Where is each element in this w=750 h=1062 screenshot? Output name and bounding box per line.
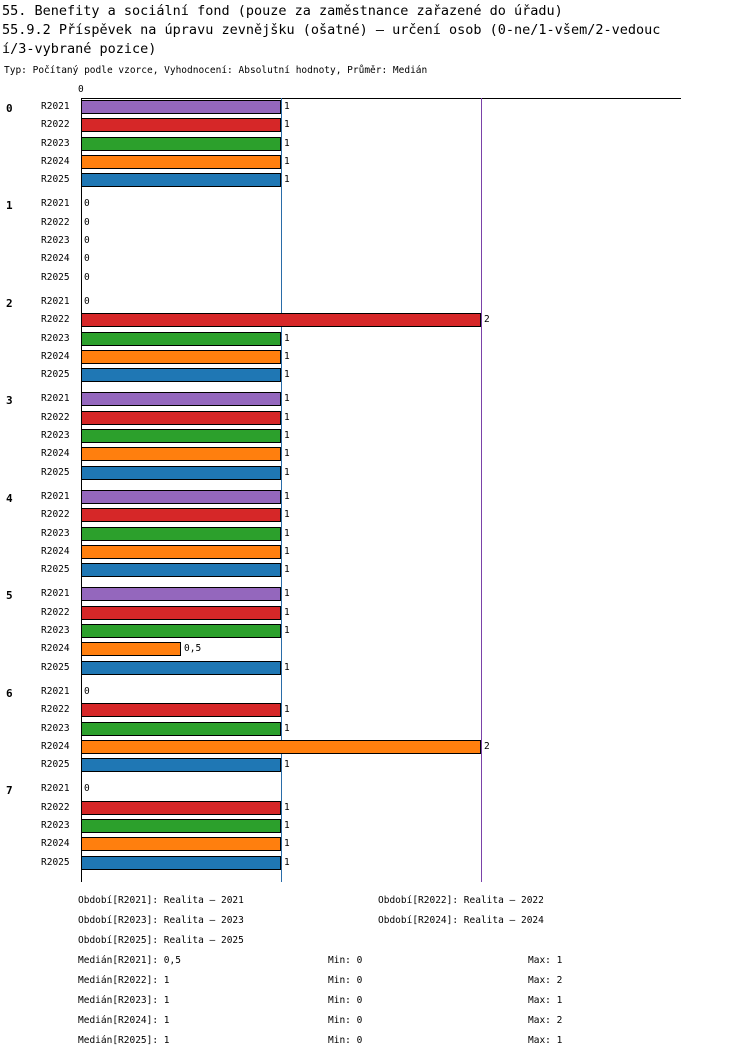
bar-value-label: 1	[284, 369, 290, 381]
chart-title-line-3: í/3-vybrané pozice)	[2, 41, 157, 57]
bar-value-label: 0,5	[184, 643, 202, 655]
max-2024: Max: 2	[528, 1015, 563, 1026]
bar-row-label: R2024	[41, 448, 70, 460]
bar-row-label: R2022	[41, 801, 70, 813]
bar-row-label: R2021	[41, 198, 70, 210]
legend-row	[0, 895, 750, 915]
median-2022: Medián[R2022]: 1	[78, 975, 170, 986]
bar	[81, 466, 281, 480]
bar-row	[0, 311, 750, 329]
bar	[81, 118, 281, 132]
bar-row-label: R2021	[41, 783, 70, 795]
bar-row-label: R2022	[41, 411, 70, 423]
bar-row-label: R2021	[41, 588, 70, 600]
bar-row	[0, 330, 750, 348]
bar-row	[0, 720, 750, 738]
bar	[81, 137, 281, 151]
bar-row	[0, 214, 750, 232]
bar-value-label: 1	[284, 527, 290, 539]
bar-value-label: 0	[84, 216, 90, 228]
bar-row	[0, 780, 750, 798]
bar	[81, 545, 281, 559]
bar-row-label: R2021	[41, 685, 70, 697]
stat-row-2021	[0, 955, 750, 975]
min-2023: Min: 0	[328, 995, 363, 1006]
bar	[81, 722, 281, 736]
bar-row	[0, 525, 750, 543]
bar-row	[0, 561, 750, 579]
bar-row-label: R2025	[41, 856, 70, 868]
bar-row-label: R2023	[41, 625, 70, 637]
bar	[81, 447, 281, 461]
bar-value-label: 1	[284, 101, 290, 112]
bar	[81, 661, 281, 675]
bar-group	[0, 390, 750, 487]
bar	[81, 758, 281, 772]
bar-row-label: R2023	[41, 430, 70, 442]
bar-value-label: 1	[284, 819, 290, 831]
bar-group	[0, 293, 750, 390]
bar-value-label: 2	[484, 314, 490, 326]
bar-value-label: 1	[284, 137, 290, 149]
chart-header	[0, 0, 750, 78]
bar-value-label: 1	[284, 545, 290, 557]
legend-row	[0, 915, 750, 935]
group-label: 3	[6, 394, 13, 408]
bar-row-label: R2021	[41, 101, 70, 112]
bar-row	[0, 269, 750, 287]
max-2023: Max: 1	[528, 995, 563, 1006]
bar-value-label: 1	[284, 155, 290, 167]
bar-value-label: 1	[284, 466, 290, 478]
bar-row-label: R2025	[41, 759, 70, 771]
group-label: 2	[6, 296, 13, 310]
bar-value-label: 1	[284, 801, 290, 813]
bar-value-label: 1	[284, 856, 290, 868]
median-2021: Medián[R2021]: 0,5	[78, 955, 181, 966]
bar-value-label: 1	[284, 490, 290, 502]
bar	[81, 624, 281, 638]
stat-row-2023	[0, 995, 750, 1015]
bar-row	[0, 116, 750, 134]
bar-row	[0, 98, 750, 116]
min-2021: Min: 0	[328, 955, 363, 966]
bar	[81, 332, 281, 346]
bar-row	[0, 135, 750, 153]
stat-row-2022	[0, 975, 750, 995]
bar-row-label: R2024	[41, 545, 70, 557]
bar	[81, 490, 281, 504]
max-2021: Max: 1	[528, 955, 563, 966]
bar-row-label: R2025	[41, 466, 70, 478]
bar-value-label: 1	[284, 722, 290, 734]
max-2022: Max: 2	[528, 975, 563, 986]
bar-row	[0, 232, 750, 250]
bar-row	[0, 543, 750, 561]
bar-value-label: 1	[284, 509, 290, 521]
bar-value-label: 1	[284, 588, 290, 600]
bar-value-label: 0	[84, 198, 90, 210]
bar-row	[0, 604, 750, 622]
stat-row-2025	[0, 1035, 750, 1055]
bar	[81, 606, 281, 620]
bar	[81, 856, 281, 870]
bar-value-label: 0	[84, 783, 90, 795]
bar-value-label: 1	[284, 661, 290, 673]
bar	[81, 392, 281, 406]
bar-value-label: 1	[284, 759, 290, 771]
bar-row	[0, 506, 750, 524]
bar	[81, 527, 281, 541]
bar-row-label: R2021	[41, 295, 70, 307]
bar-row-label: R2022	[41, 704, 70, 716]
bar-row-label: R2025	[41, 564, 70, 576]
bar-value-label: 1	[284, 838, 290, 850]
bar	[81, 587, 281, 601]
bar-group	[0, 780, 750, 877]
legend-row	[0, 935, 750, 955]
bar-row	[0, 659, 750, 677]
bar-row-label: R2023	[41, 819, 70, 831]
bar-row	[0, 854, 750, 872]
bar-row-label: R2021	[41, 490, 70, 502]
bar-row	[0, 585, 750, 603]
group-label: 4	[6, 491, 13, 505]
min-2022: Min: 0	[328, 975, 363, 986]
bar-row	[0, 488, 750, 506]
bar-group	[0, 585, 750, 682]
bar	[81, 801, 281, 815]
bar-row-label: R2025	[41, 661, 70, 673]
median-2024: Medián[R2024]: 1	[78, 1015, 170, 1026]
bar-row-label: R2024	[41, 155, 70, 167]
bar-row-label: R2022	[41, 509, 70, 521]
bar	[81, 563, 281, 577]
bar-row	[0, 348, 750, 366]
bar-row	[0, 153, 750, 171]
bar	[81, 350, 281, 364]
bar-value-label: 1	[284, 606, 290, 618]
legend-period-2021: Období[R2021]: Realita – 2021	[78, 895, 244, 906]
bar-group	[0, 98, 750, 195]
bar-row-label: R2024	[41, 253, 70, 265]
bar-row-label: R2022	[41, 314, 70, 326]
bar-row-label: R2025	[41, 369, 70, 381]
bar-group	[0, 195, 750, 292]
bar-value-label: 1	[284, 119, 290, 131]
legend-period-2025: Období[R2025]: Realita – 2025	[78, 935, 244, 946]
bar-value-label: 0	[84, 235, 90, 247]
legend-period-2022: Období[R2022]: Realita – 2022	[378, 895, 544, 906]
bar-row	[0, 683, 750, 701]
median-2025: Medián[R2025]: 1	[78, 1035, 170, 1046]
group-label: 1	[6, 199, 13, 213]
bar-group	[0, 683, 750, 780]
chart-title-line-2: 55.9.2 Příspěvek na úpravu zevnějšku (ošatné) – určení osob (0-ne/1-všem/2-vedouc	[2, 22, 661, 38]
stat-row-2024	[0, 1015, 750, 1035]
bar	[81, 642, 181, 656]
group-spacer	[0, 872, 750, 878]
legend-period-2023: Období[R2023]: Realita – 2023	[78, 915, 244, 926]
bar-row-label: R2024	[41, 838, 70, 850]
bar	[81, 837, 281, 851]
legend-period-2024: Období[R2024]: Realita – 2024	[378, 915, 544, 926]
bar	[81, 508, 281, 522]
bar-value-label: 2	[484, 740, 490, 752]
bar-row-label: R2022	[41, 119, 70, 131]
bar-value-label: 1	[284, 393, 290, 405]
bar-row-label: R2023	[41, 137, 70, 149]
bar-group	[0, 488, 750, 585]
bar-row-label: R2024	[41, 643, 70, 655]
bar-row-label: R2021	[41, 393, 70, 405]
min-2024: Min: 0	[328, 1015, 363, 1026]
bar-value-label: 1	[284, 411, 290, 423]
axis-tick-0: 0	[78, 84, 84, 95]
bar-row	[0, 250, 750, 268]
bar-value-label: 1	[284, 332, 290, 344]
bar-row	[0, 195, 750, 213]
bar-row-label: R2025	[41, 174, 70, 186]
bar	[81, 155, 281, 169]
bar-row-label: R2024	[41, 740, 70, 752]
bar-row	[0, 171, 750, 189]
group-label: 6	[6, 686, 13, 700]
bar-value-label: 1	[284, 430, 290, 442]
bar-groups	[0, 98, 750, 878]
chart-subtitle: Typ: Počítaný podle vzorce, Vyhodnocení: Absolutní hodnoty, Průměr: Medián	[4, 65, 428, 76]
chart-plot-area	[0, 84, 750, 874]
bar-value-label: 0	[84, 253, 90, 265]
bar-row-label: R2023	[41, 527, 70, 539]
bar-row-label: R2023	[41, 722, 70, 734]
bar-row	[0, 701, 750, 719]
bar	[81, 819, 281, 833]
bar-value-label: 1	[284, 448, 290, 460]
bar	[81, 100, 281, 114]
bar-value-label: 1	[284, 350, 290, 362]
bar-value-label: 0	[84, 685, 90, 697]
group-label: 7	[6, 784, 13, 798]
bar-row-label: R2025	[41, 271, 70, 283]
bar-row-label: R2022	[41, 606, 70, 618]
bar-value-label: 1	[284, 625, 290, 637]
bar-row-label: R2023	[41, 332, 70, 344]
bar-row-label: R2022	[41, 216, 70, 228]
bar-value-label: 0	[84, 271, 90, 283]
chart-legend	[0, 895, 750, 1055]
group-label: 5	[6, 589, 13, 603]
bar	[81, 368, 281, 382]
bar-row	[0, 640, 750, 658]
group-label: 0	[6, 102, 13, 115]
bar-row	[0, 738, 750, 756]
bar	[81, 411, 281, 425]
bar-value-label: 1	[284, 174, 290, 186]
bar-row	[0, 464, 750, 482]
bar-row-label: R2023	[41, 235, 70, 247]
chart-title-line-1: 55. Benefity a sociální fond (pouze za zaměstnance zařazené do úřadu)	[2, 3, 563, 19]
bar-row	[0, 427, 750, 445]
bar	[81, 740, 481, 754]
bar-value-label: 1	[284, 704, 290, 716]
bar-row	[0, 445, 750, 463]
bar-row-label: R2024	[41, 350, 70, 362]
bar-row	[0, 366, 750, 384]
min-2025: Min: 0	[328, 1035, 363, 1046]
bar-row	[0, 622, 750, 640]
bar-row	[0, 835, 750, 853]
bar	[81, 703, 281, 717]
bar-value-label: 1	[284, 564, 290, 576]
bar	[81, 173, 281, 187]
bar-row	[0, 817, 750, 835]
bar-row	[0, 293, 750, 311]
bar-row	[0, 756, 750, 774]
median-2023: Medián[R2023]: 1	[78, 995, 170, 1006]
bar-value-label: 0	[84, 295, 90, 307]
bar	[81, 313, 481, 327]
bar	[81, 429, 281, 443]
max-2025: Max: 1	[528, 1035, 563, 1046]
bar-row	[0, 409, 750, 427]
bar-row	[0, 799, 750, 817]
bar-row	[0, 390, 750, 408]
